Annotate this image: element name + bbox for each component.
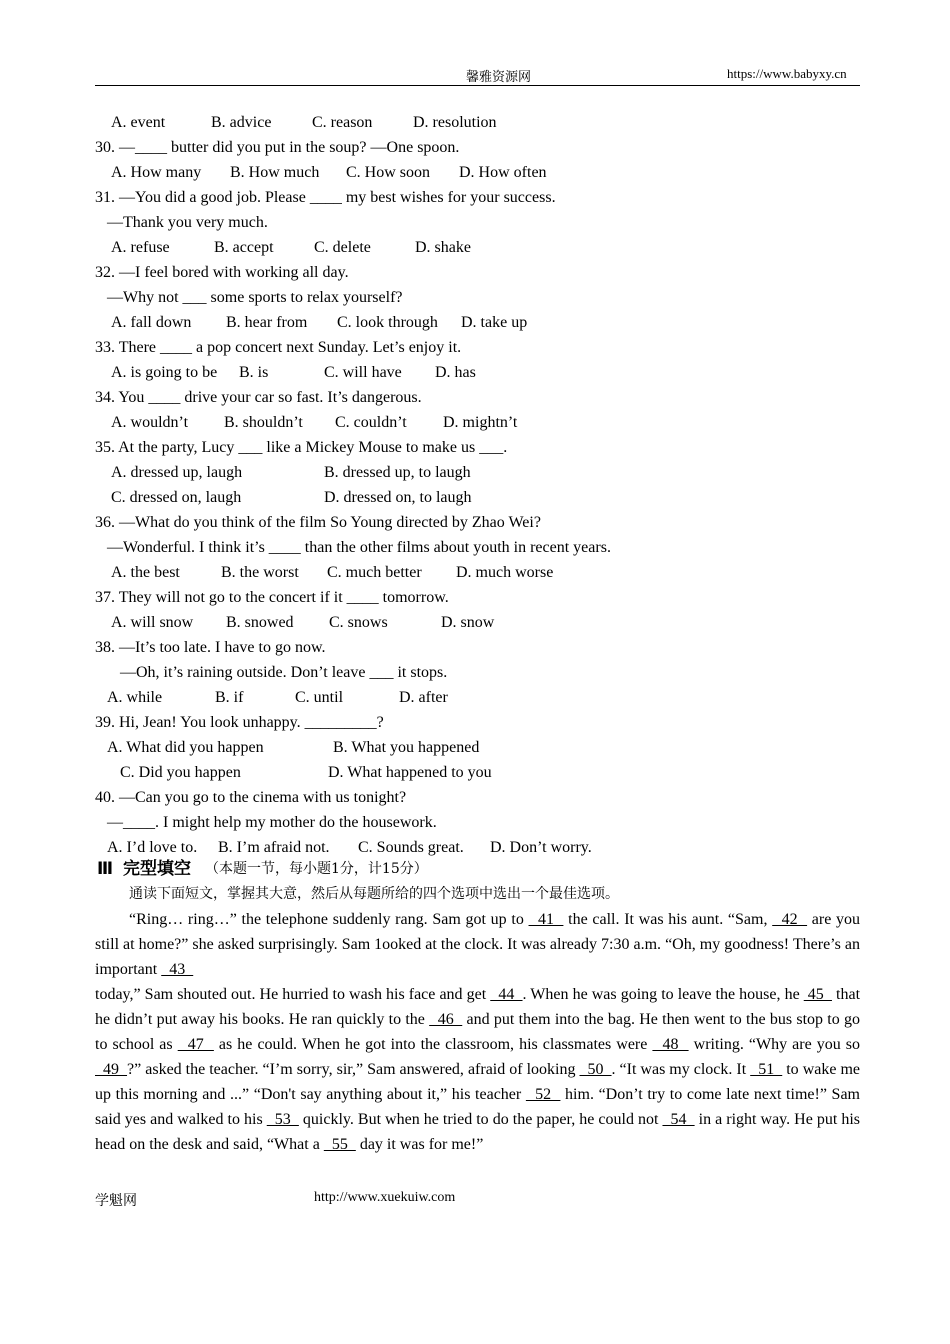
option-a: A. the best	[111, 564, 180, 581]
blank-55: 55	[323, 1136, 356, 1153]
question-text: 36. —What do you think of the film So Young directed by Zhao Wei?	[95, 514, 541, 531]
footer-url[interactable]: http://www.xuekuiw.com	[314, 1190, 456, 1205]
q30-stem	[95, 135, 860, 160]
option-a: A. dressed up, laugh	[111, 464, 243, 481]
option-d: D. How often	[459, 164, 547, 181]
q34-options	[95, 410, 860, 435]
q36-options	[95, 560, 860, 585]
option-c: C. snows	[329, 614, 388, 631]
q33-options	[95, 360, 860, 385]
option-b: B. How much	[230, 164, 320, 181]
reply-text: —Wonderful. I think it’s ____ than the other films about youth in recent years.	[107, 539, 611, 556]
question-text: 34. You ____ drive your car so fast. It’s dangerous.	[95, 389, 422, 406]
blank-51: 51	[750, 1061, 783, 1078]
option-d: D. after	[399, 689, 448, 706]
q38-options	[95, 685, 860, 710]
blank-45: 45	[803, 986, 832, 1003]
q31-reply	[95, 210, 860, 235]
q37-stem	[95, 585, 860, 610]
option-c: C. How soon	[346, 164, 431, 181]
option-b: B. advice	[211, 114, 272, 131]
q35-options-row1	[95, 460, 860, 485]
section-heading	[95, 857, 860, 882]
option-d: D. shake	[415, 239, 471, 256]
reply-text: —Thank you very much.	[107, 214, 268, 231]
blank-54: 54	[662, 1111, 695, 1128]
option-c: C. dressed on, laugh	[111, 489, 242, 506]
reply-text: —Oh, it’s raining outside. Don’t leave ___ it stops.	[120, 664, 448, 681]
section-title: 完型填空	[123, 859, 191, 879]
q40-reply	[95, 810, 860, 835]
passage-part-2: today,” Sam shouted out. He hurried to wash his face and get 44 . When he was going to leave the house, he 45 that he didn’t put away his books. He ran quickly to the 46 and put them into the bag. He then went to the bus stop to go to school as 47 as he could. When he got into the classroom, his classmates were 48 writing. “Why are you so 49 ?” asked the teacher. “I’m sorry, sir,” Sam answered, afraid of looking 50 . “It was my clock. It 51 to wake me up this morning and ...” “Don't say anything about it,” his teacher 52 him. “Don’t try to come late next time!” Sam said yes and walked to his 53 quickly. But when he tried to do the paper, he could not 54 in a right way. He put his head on the desk and said, “What a 55 day it was for me!”	[95, 986, 861, 1153]
q35-stem	[95, 435, 860, 460]
option-b: B. if	[215, 689, 244, 706]
option-a: A. What did you happen	[107, 739, 264, 756]
q36-reply	[95, 535, 860, 560]
q40-stem	[95, 785, 860, 810]
option-a: A. How many	[111, 164, 202, 181]
option-b: B. hear from	[226, 314, 308, 331]
header-site-name: 馨雅资源网	[466, 69, 532, 84]
blank-43: 43	[161, 961, 194, 978]
option-b: B. the worst	[221, 564, 299, 581]
q34-stem	[95, 385, 860, 410]
q39-stem	[95, 710, 860, 735]
blank-48: 48	[652, 1036, 689, 1053]
option-a: A. will snow	[111, 614, 194, 631]
header-url[interactable]: https://www.babyxy.cn	[727, 66, 847, 81]
q39-options-row1	[95, 735, 860, 760]
cloze-passage	[95, 907, 860, 1157]
q33-stem	[95, 335, 860, 360]
q38-reply	[95, 660, 860, 685]
option-c: C. much better	[327, 564, 422, 581]
section-number: Ⅲ	[97, 859, 114, 879]
option-b: B. accept	[214, 239, 274, 256]
option-c: C. Did you happen	[120, 764, 241, 781]
section-note: （本题一节，每小题1分，计15分）	[205, 861, 428, 877]
option-b: B. dressed up, to laugh	[324, 464, 471, 481]
option-c: C. Sounds great.	[358, 839, 464, 856]
section-instruction	[95, 882, 860, 907]
option-a: A. while	[107, 689, 163, 706]
q32-options	[95, 310, 860, 335]
question-text: 39. Hi, Jean! You look unhappy. _________?	[95, 714, 384, 731]
question-text: 32. —I feel bored with working all day.	[95, 264, 349, 281]
blank-42: 42	[772, 911, 808, 928]
q37-options	[95, 610, 860, 635]
option-a: A. wouldn’t	[111, 414, 189, 431]
option-d: D. dressed on, to laugh	[324, 489, 472, 506]
q36-stem	[95, 510, 860, 535]
option-b: B. What you happened	[333, 739, 480, 756]
reply-text: —____. I might help my mother do the housework.	[107, 814, 437, 831]
q38-stem	[95, 635, 860, 660]
instruction-text: 通读下面短文，掌握其大意，然后从每题所给的四个选项中选出一个最佳选项。	[129, 886, 619, 902]
option-c: C. will have	[324, 364, 402, 381]
question-text: 33. There ____ a pop concert next Sunday. Let’s enjoy it.	[95, 339, 462, 356]
option-b: B. snowed	[226, 614, 294, 631]
option-d: D. take up	[461, 314, 528, 331]
option-d: D. Don’t worry.	[490, 839, 592, 856]
option-c: C. couldn’t	[335, 414, 407, 431]
blank-41: 41	[528, 911, 564, 928]
option-d: D. What happened to you	[328, 764, 492, 781]
option-b: B. is	[239, 364, 269, 381]
option-a: A. event	[111, 114, 166, 131]
question-text: 35. At the party, Lucy ___ like a Mickey Mouse to make us ___.	[95, 439, 508, 456]
blank-44: 44	[490, 986, 523, 1003]
question-text: 38. —It’s too late. I have to go now.	[95, 639, 326, 656]
option-c: C. delete	[314, 239, 371, 256]
blank-49: 49	[95, 1061, 128, 1078]
blank-50: 50	[579, 1061, 612, 1078]
q30-options	[95, 160, 860, 185]
option-a: A. fall down	[111, 314, 192, 331]
footer-site-name: 学魁网	[95, 1194, 137, 1209]
q32-stem	[95, 260, 860, 285]
option-d: D. much worse	[456, 564, 554, 581]
option-a: A. refuse	[111, 239, 170, 256]
option-b: B. I’m afraid not.	[218, 839, 330, 856]
blank-46: 46	[429, 1011, 463, 1028]
q39-options-row2	[95, 760, 860, 785]
option-a: A. I’d love to.	[107, 839, 198, 856]
q31-options	[95, 235, 860, 260]
option-b: B. shouldn’t	[224, 414, 303, 431]
q35-options-row2	[95, 485, 860, 510]
question-text: 30. —____ butter did you put in the soup? —One spoon.	[95, 139, 460, 156]
header-rule	[95, 85, 860, 86]
option-d: D. resolution	[413, 114, 497, 131]
question-text: 40. —Can you go to the cinema with us tonight?	[95, 789, 407, 806]
option-d: D. snow	[441, 614, 495, 631]
blank-47: 47	[177, 1036, 214, 1053]
option-d: D. has	[435, 364, 476, 381]
option-c: C. look through	[337, 314, 438, 331]
option-c: C. reason	[312, 114, 373, 131]
blank-53: 53	[266, 1111, 299, 1128]
question-text: 31. —You did a good job. Please ____ my best wishes for your success.	[95, 189, 556, 206]
q32-reply	[95, 285, 860, 310]
option-c: C. until	[295, 689, 344, 706]
passage-part-1: “Ring… ring…” the telephone suddenly rang. Sam got up to 41 the call. It was his aunt. “Sam, 42 are you still at home?” she asked surprisingly. Sam 1ooked at the clock. It was already 7:30 a.m. “Oh, my goodness! There’s an important 43	[95, 911, 861, 978]
option-a: A. is going to be	[111, 364, 218, 381]
blank-52: 52	[525, 1086, 561, 1103]
q31-stem	[95, 185, 860, 210]
q29-options	[95, 110, 860, 135]
question-text: 37. They will not go to the concert if it ____ tomorrow.	[95, 589, 449, 606]
reply-text: —Why not ___ some sports to relax yourself?	[107, 289, 403, 306]
option-d: D. mightn’t	[443, 414, 518, 431]
